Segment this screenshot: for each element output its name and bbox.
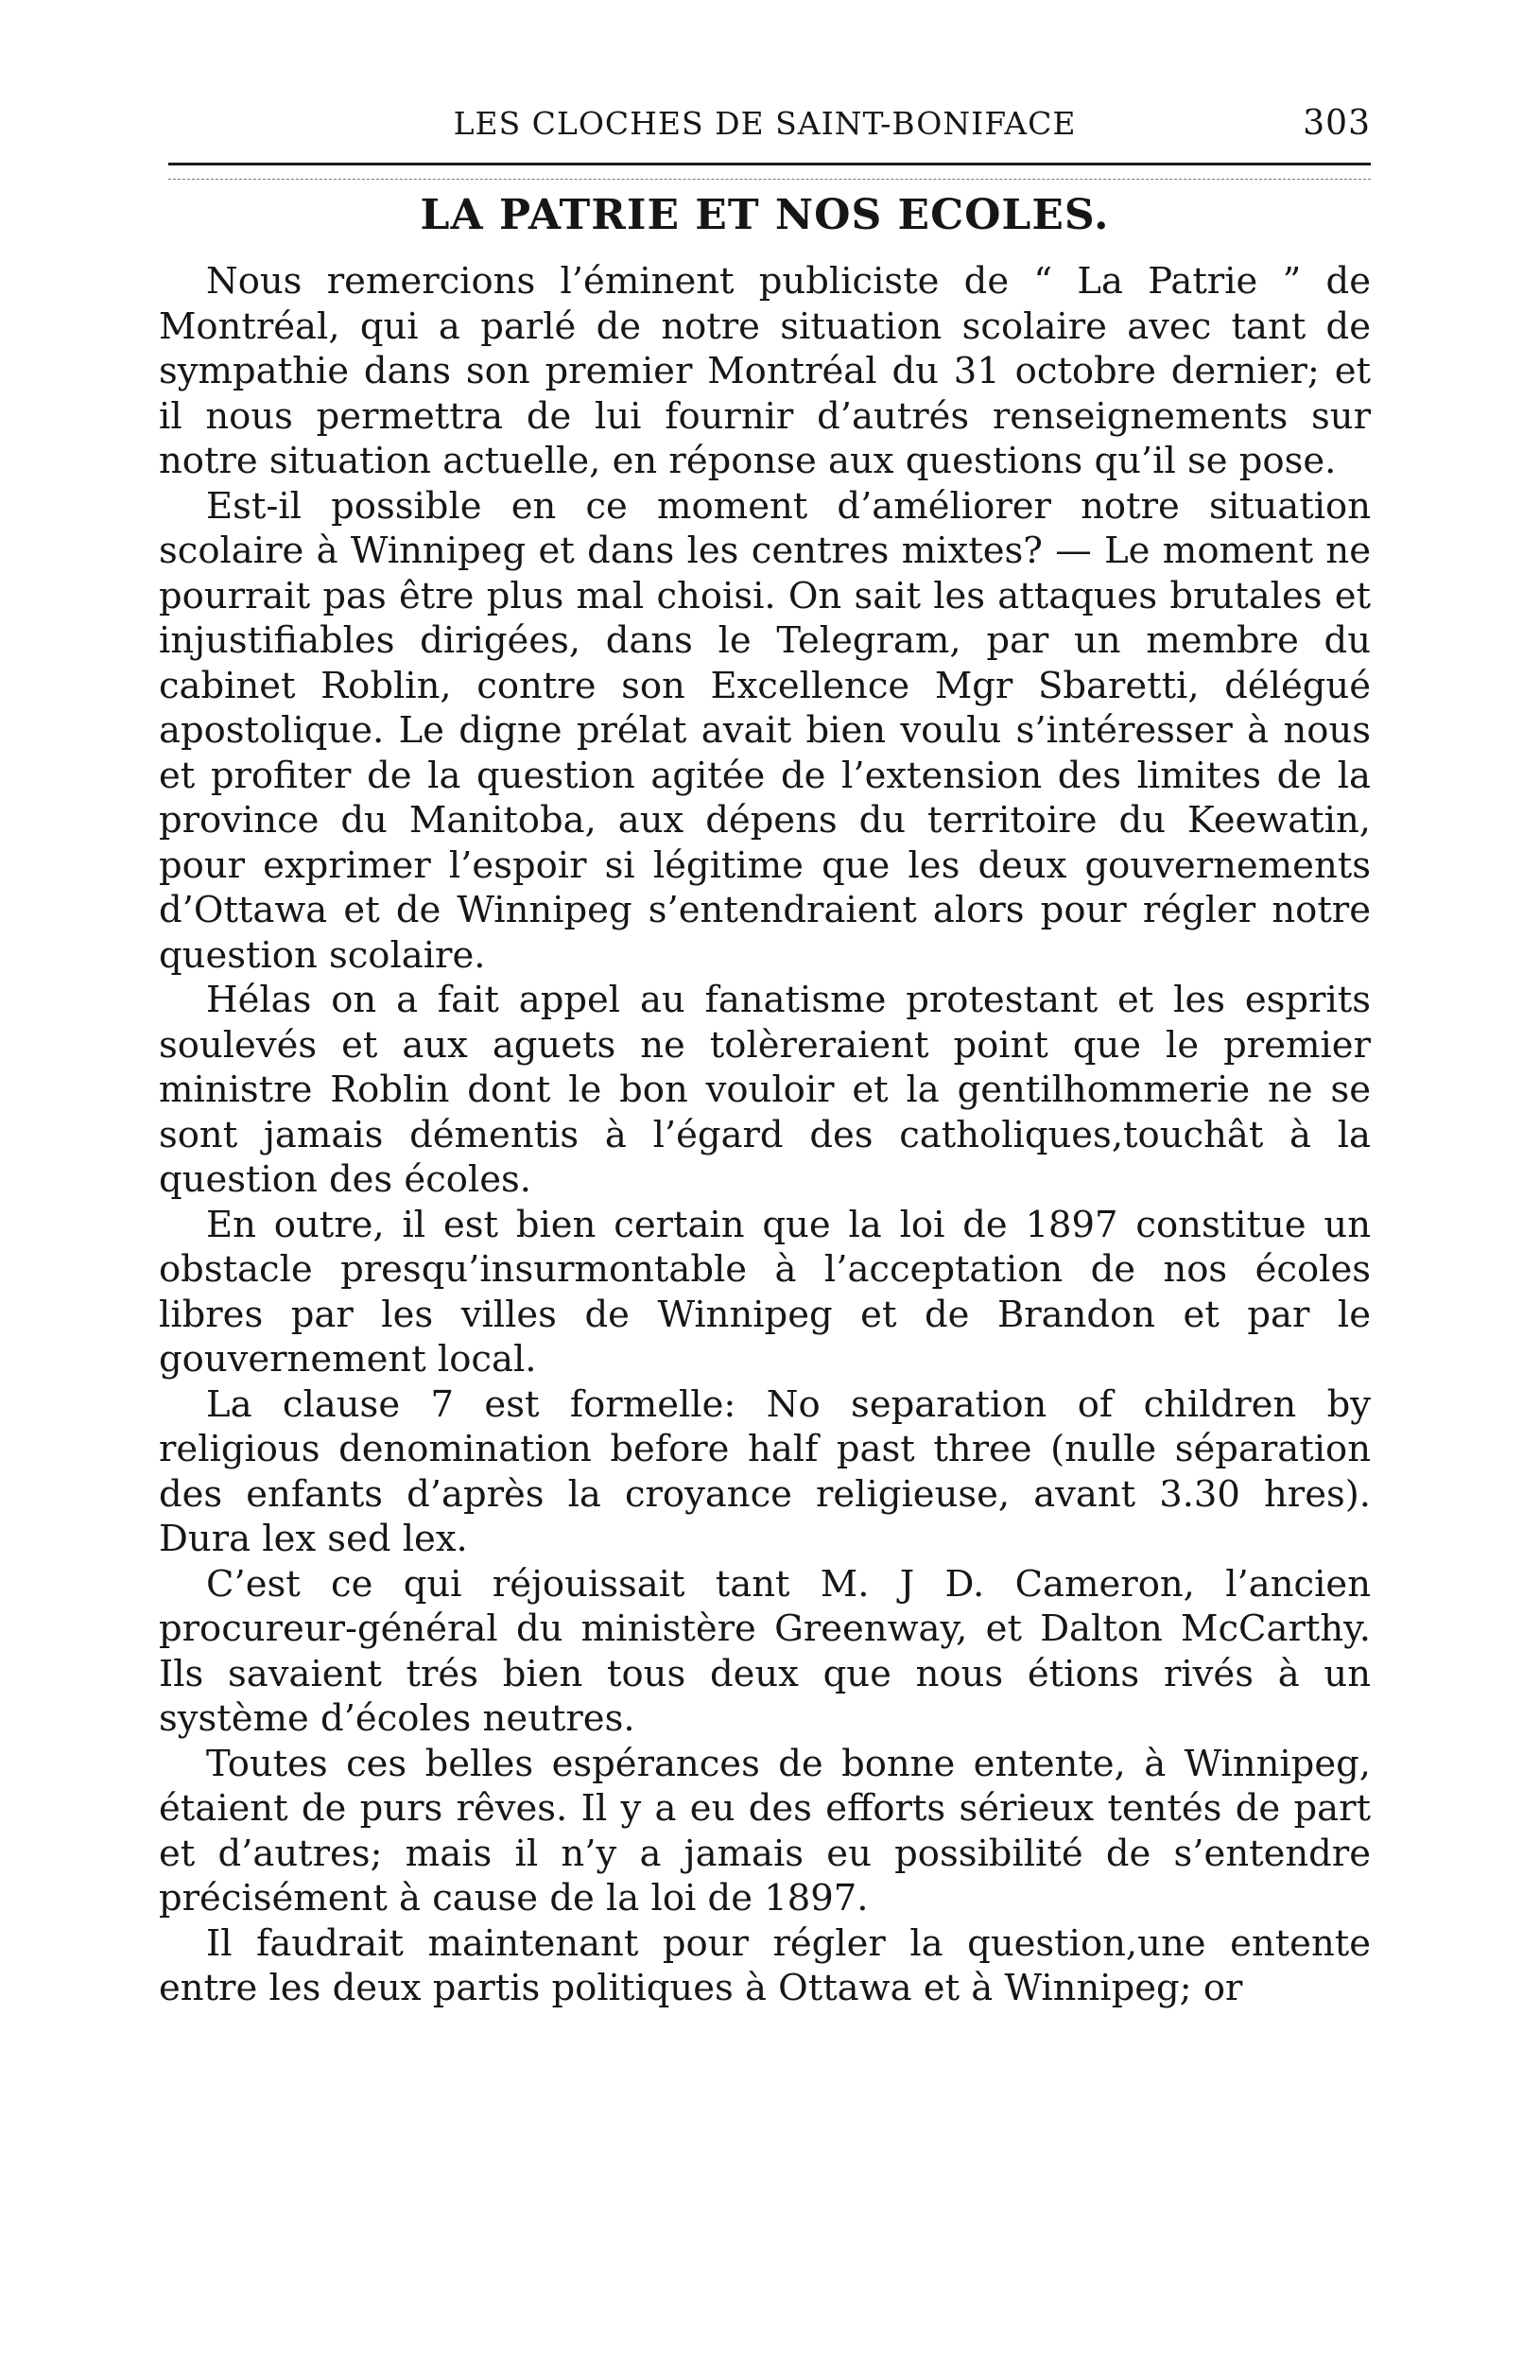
book-page (159, 95, 1371, 2011)
paragraph-4: En outre, il est bien certain que la loi de 1897 constitue un obstacle presqu’insurmontable à l’acceptation de nos écoles libres par les villes de Winnipeg et de Brandon et par le gouvernement local. (159, 1203, 1371, 1381)
paragraph-7: Toutes ces belles espérances de bonne entente, à Winnipeg, étaient de purs rêves. Il y a eu des efforts sérieux tentés de part et d’autres; mais il n’y a jamais eu possibilité de s’entendre précisément à cause de la loi de 1897. (159, 1742, 1371, 1920)
paragraph-3: Hélas on a fait appel au fanatisme protestant et les esprits soulevés et aux aguets ne tolèreraient point que le premier ministre Roblin dont le bon vouloir et la gentilhommerie ne se sont jamais démentis à l’égard des catholiques,touchât à la question des écoles. (159, 979, 1371, 1201)
article-heading: LA PATRIE ET NOS ECOLES. (420, 191, 1110, 239)
page-number: 303 (1303, 104, 1371, 143)
running-title: LES CLOCHES DE SAINT-BONIFACE (453, 105, 1077, 142)
article-body (159, 259, 1371, 2011)
running-head (159, 95, 1371, 153)
paragraph-5: La clause 7 est formelle: No separation of children by religious denomination before half past three (nulle séparation des enfants d’après la croyance religieuse, avant 3.30 hres). Dura lex sed lex. (159, 1382, 1371, 1560)
paragraph-2: Est-il possible en ce moment d’améliorer notre situation scolaire à Winnipeg et dans les centres mixtes? — Le moment ne pourrait pas être plus mal choisi. On sait les attaques brutales et injustifiables dirigées, dans le Telegram, par un membre du cabinet Roblin, contre son Excellence Mgr Sbaretti, délégué apostolique. Le digne prélat avait bien voulu s’intéresser à nous et profiter de la question agitée de l’extension des limites de la province du Manitoba, aux dépens du territoire du Keewatin, pour exprimer l’espoir si légitime que les deux gouvernements d’Ottawa et de Winnipeg s’entendraient alors pour régler notre question scolaire. (159, 484, 1371, 977)
header-rule-secondary (168, 179, 1371, 180)
paragraph-8: Il faudrait maintenant pour régler la question,une entente entre les deux partis politiques à Ottawa et à Winnipeg; or (159, 1921, 1371, 2009)
header-rule (168, 163, 1371, 165)
paragraph-1: Nous remercions l’éminent publiciste de “ La Patrie ” de Montréal, qui a parlé de notre situation scolaire avec tant de sympathie dans son premier Montréal du 31 octobre dernier; et il nous permettra de lui fournir d’autrés renseignements sur notre situation actuelle, en réponse aux questions qu’il se pose. (159, 260, 1371, 482)
paragraph-6: C’est ce qui réjouissait tant M. J D. Cameron, l’ancien procureur-général du ministère Greenway, et Dalton McCarthy. Ils savaient trés bien tous deux que nous étions rivés à un système d’écoles neutres. (159, 1562, 1371, 1740)
